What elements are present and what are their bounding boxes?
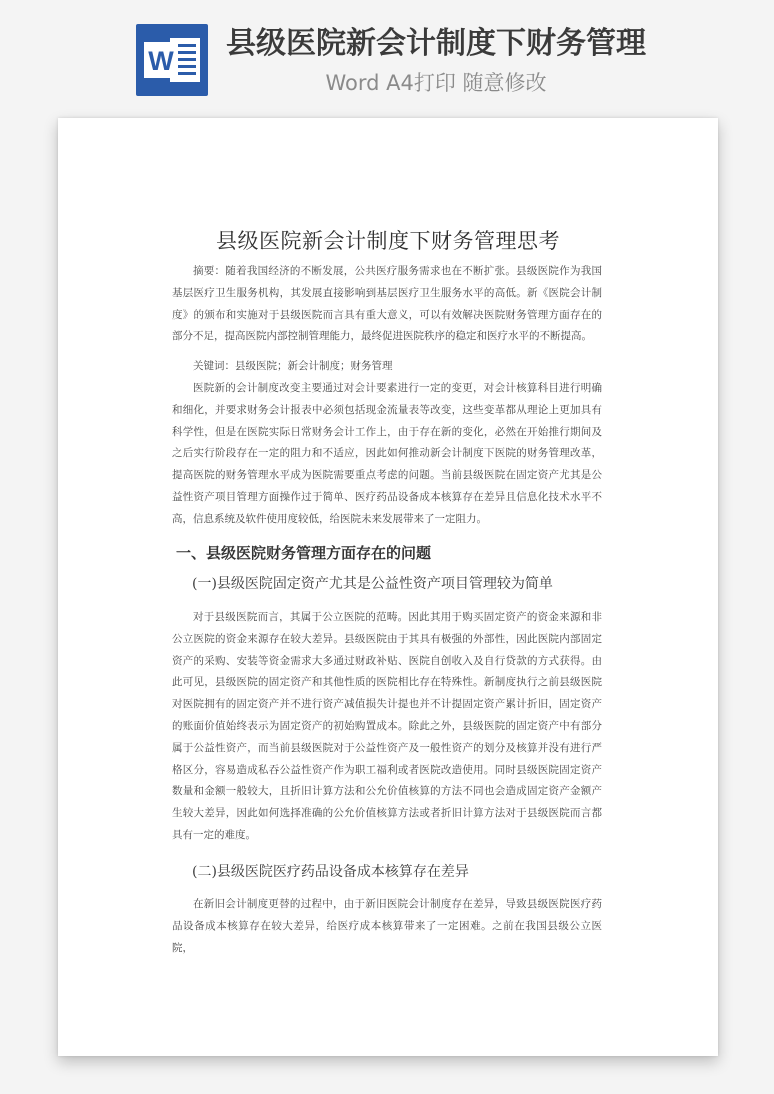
banner-title: 县级医院新会计制度下财务管理 [226, 26, 646, 61]
subsection-heading-2: (二)县级医院医疗药品设备成本核算存在差异 [192, 864, 469, 880]
document-title: 县级医院新会计制度下财务管理思考 [216, 229, 560, 253]
subsection-2-paragraph: 在新旧会计制度更替的过程中，由于新旧医院会计制度存在差异，导致县级医院医疗药品设备成本核算存在较大差异，给医疗成本核算带来了一定困难。之前在我国县级公立医院， [172, 898, 602, 954]
banner-header [0, 0, 774, 110]
banner-subtitle: Word A4打印 随意修改 [325, 71, 547, 95]
section-heading-1: 一、县级医院财务管理方面存在的问题 [176, 544, 432, 562]
word-icon-letter: W [148, 46, 174, 76]
document-page [58, 118, 718, 1056]
subsection-1-paragraph: 对于县级医院而言，其属于公立医院的范畴。因此其用于购买固定资产的资金来源和非公立医院的资金来源存在较大差异。县级医院由于其具有极强的外部性，因此医院内部固定资产的采购、安装等资金需求大多通过财政补贴、医院自创收入及自行贷款的方式获得。由此可见，县级医院的固定资产和其他性质的医院相比存在特殊性。新制度执行之前县级医院对医院拥有的固定资产并不进行资产减值损失计提也并不计提固定资产累计折旧，固定资产的账面价值始终表示为固定资产的初始购置成本。除此之外，县级医院的固定资产中有部分属于公益性资产，而当前县级医院对于公益性资产及一般性资产的划分及核算并没有进行严格区分，容易造成私吞公益性资产作为职工福利或者医院改造使用。同时县级医院固定资产数量和金额一般较大，且折旧计算方法和公允价值核算的方法不同也会造成固定资产金额产生较大差异，因此如何选择准确的公允价值核算方法或者折旧计算方法对于县级医院而言都具有一定的难度。 [172, 611, 602, 841]
subsection-heading-1: (一)县级医院固定资产尤其是公益性资产项目管理较为简单 [192, 576, 553, 592]
abstract-paragraph: 摘要：随着我国经济的不断发展，公共医疗服务需求也在不断扩张。县级医院作为我国基层医疗卫生服务机构，其发展直接影响到基层医疗卫生服务水平的高低。新《医院会计制度》的颁布和实施对于县级医院而言具有重大意义，可以有效解决医院财务管理方面存在的部分不足，提高医院内部控制管理能力，最终促进医院秩序的稳定和医疗水平的不断提高。 [172, 265, 602, 343]
word-icon [136, 24, 208, 96]
intro-paragraph: 医院新的会计制度改变主要通过对会计要素进行一定的变更，对会计核算科目进行明确和细化，并要求财务会计报表中必须包括现金流量表等改变，这些变革都从理论上更加具有科学性，但是在医院实际日常财务会计工作上，由于存在新的变化，必然在开始推行期间及之后实行阶段存在一定的阻力和不适应，因此如何推动新会计制度下医院的财务管理改革，提高医院的财务管理水平成为医院需要重点考虑的问题。当前县级医院在固定资产尤其是公益性资产项目管理方面操作过于简单、医疗药品设备成本核算存在差异且信息化技术水平不高，信息系统及软件使用度较低，给医院未来发展带来了一定阻力。 [172, 382, 602, 525]
keywords-line: 关键词：县级医院；新会计制度；财务管理 [193, 360, 393, 372]
